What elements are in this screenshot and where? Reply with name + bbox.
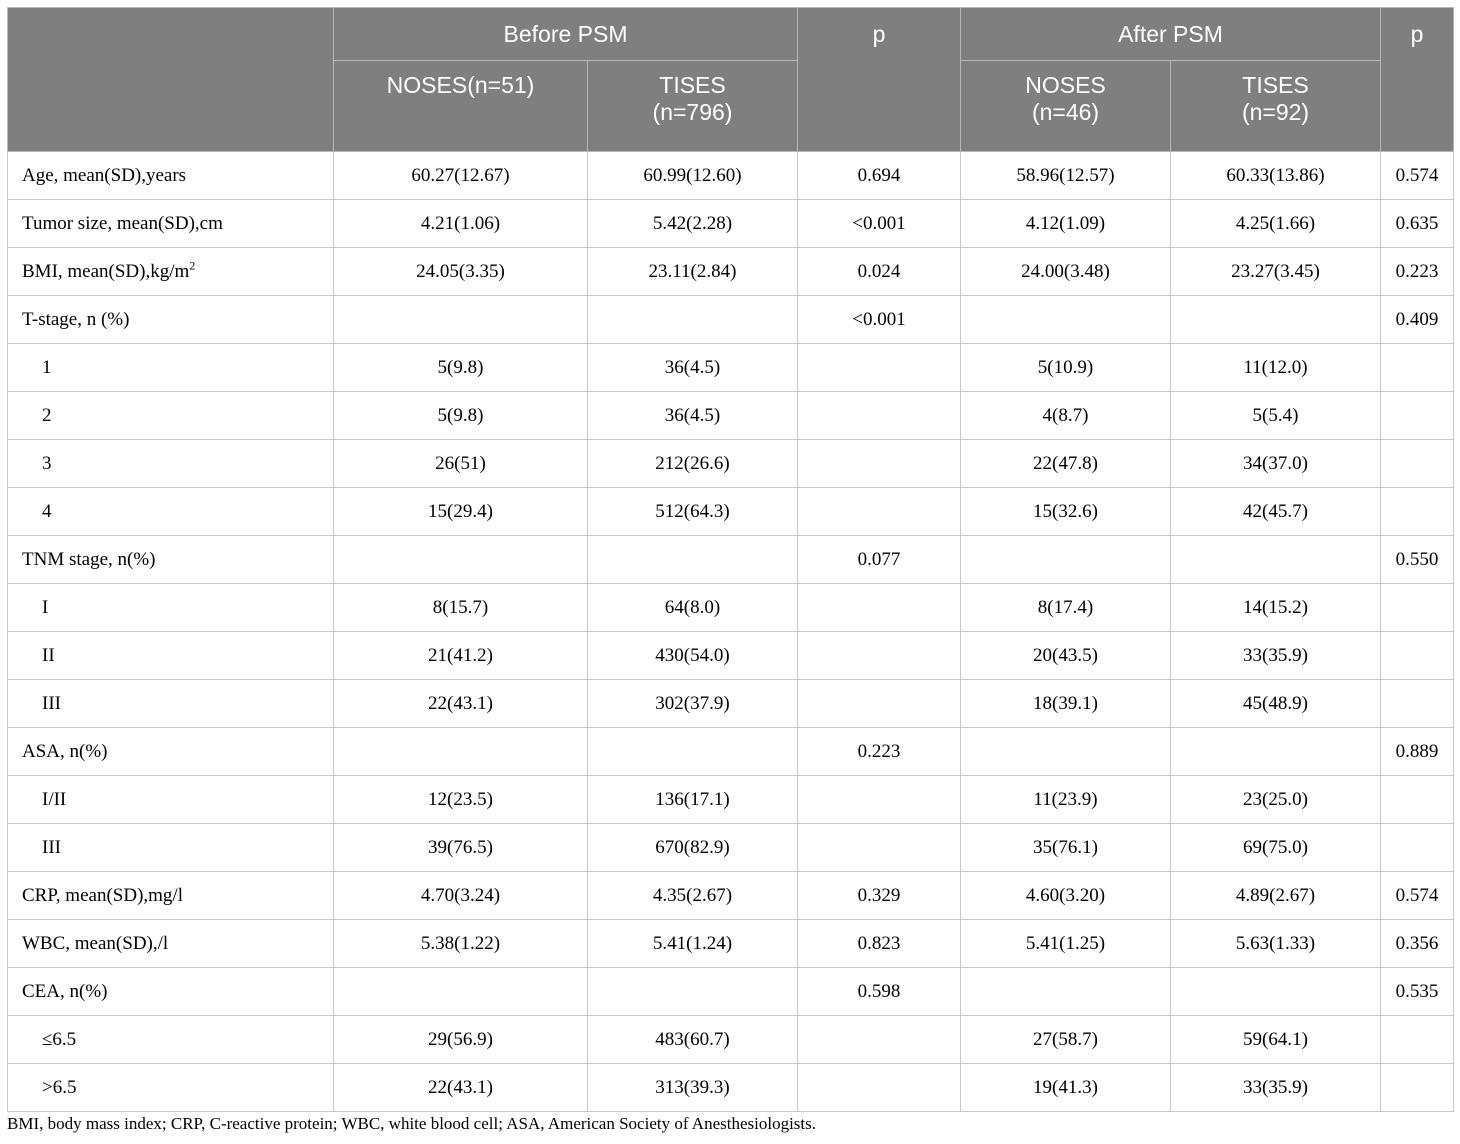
cell-before-tises: 36(4.5)	[588, 392, 798, 440]
header-blank	[8, 8, 334, 152]
comparison-table	[7, 7, 1454, 1112]
cell-p-after: 0.574	[1381, 872, 1454, 920]
row-label	[8, 1064, 334, 1112]
header-before-noses-text: NOSES(n=51)	[386, 72, 535, 98]
cell-before-noses: 39(76.5)	[334, 824, 588, 872]
cell-p-after	[1381, 1016, 1454, 1064]
row-label-text: II	[42, 644, 55, 666]
row-label-text: 4	[42, 500, 52, 522]
row-label-text: I	[42, 596, 49, 618]
cell-p-before: 0.077	[798, 536, 961, 584]
cell-p-after: 0.409	[1381, 296, 1454, 344]
cell-p-after	[1381, 344, 1454, 392]
header-after-noses-line1: NOSES	[1025, 72, 1106, 98]
row-label-text: III	[42, 692, 61, 714]
cell-after-tises: 23.27(3.45)	[1171, 248, 1381, 296]
cell-after-tises: 42(45.7)	[1171, 488, 1381, 536]
cell-p-after: 0.550	[1381, 536, 1454, 584]
table-row	[8, 200, 1454, 248]
cell-before-tises: 302(37.9)	[588, 680, 798, 728]
cell-before-tises: 136(17.1)	[588, 776, 798, 824]
cell-p-after: 0.889	[1381, 728, 1454, 776]
row-label	[8, 968, 334, 1016]
header-before-tises-line1: TISES	[659, 72, 726, 98]
cell-before-noses	[334, 968, 588, 1016]
table-row	[8, 296, 1454, 344]
cell-before-tises: 36(4.5)	[588, 344, 798, 392]
cell-before-noses: 4.70(3.24)	[334, 872, 588, 920]
footnote: BMI, body mass index; CRP, C-reactive protein; WBC, white blood cell; ASA, American Society of Anesthesiologists.	[7, 1114, 817, 1133]
cell-before-tises: 60.99(12.60)	[588, 152, 798, 200]
cell-after-tises: 69(75.0)	[1171, 824, 1381, 872]
table-row	[8, 248, 1454, 296]
row-label	[8, 440, 334, 488]
cell-before-noses: 21(41.2)	[334, 632, 588, 680]
row-label-text: I/II	[42, 788, 67, 810]
cell-p-after	[1381, 632, 1454, 680]
row-label-text: CEA, n(%)	[22, 980, 108, 1002]
table-row	[8, 440, 1454, 488]
table-row	[8, 488, 1454, 536]
cell-after-noses: 4(8.7)	[961, 392, 1171, 440]
row-label-text: 3	[42, 452, 52, 474]
row-label-text: CRP, mean(SD),mg/l	[22, 884, 183, 906]
cell-after-tises	[1171, 536, 1381, 584]
cell-before-tises: 430(54.0)	[588, 632, 798, 680]
row-label	[8, 344, 334, 392]
header-before-tises	[588, 61, 798, 152]
cell-p-before	[798, 824, 961, 872]
cell-before-noses: 5(9.8)	[334, 344, 588, 392]
table-container	[7, 7, 1453, 1112]
cell-after-noses: 4.60(3.20)	[961, 872, 1171, 920]
cell-p-after	[1381, 1064, 1454, 1112]
cell-after-tises: 45(48.9)	[1171, 680, 1381, 728]
row-label	[8, 392, 334, 440]
cell-after-tises: 4.89(2.67)	[1171, 872, 1381, 920]
row-label	[8, 536, 334, 584]
header-after-tises	[1171, 61, 1381, 152]
row-label-text: 1	[42, 356, 52, 378]
cell-before-tises: 23.11(2.84)	[588, 248, 798, 296]
cell-after-noses	[961, 728, 1171, 776]
cell-p-before: 0.823	[798, 920, 961, 968]
header-after-tises-line2: (n=92)	[1241, 99, 1310, 125]
cell-after-tises: 34(37.0)	[1171, 440, 1381, 488]
cell-before-noses: 15(29.4)	[334, 488, 588, 536]
cell-before-tises	[588, 296, 798, 344]
cell-before-tises	[588, 728, 798, 776]
cell-before-noses: 24.05(3.35)	[334, 248, 588, 296]
cell-p-before: <0.001	[798, 296, 961, 344]
cell-before-tises: 670(82.9)	[588, 824, 798, 872]
table-row	[8, 392, 1454, 440]
table-row	[8, 584, 1454, 632]
row-label	[8, 488, 334, 536]
table-header	[8, 8, 1454, 152]
cell-before-noses: 22(43.1)	[334, 680, 588, 728]
cell-after-tises: 33(35.9)	[1171, 632, 1381, 680]
cell-p-before	[798, 680, 961, 728]
table-row	[8, 728, 1454, 776]
cell-p-after	[1381, 680, 1454, 728]
row-label	[8, 200, 334, 248]
cell-after-noses	[961, 968, 1171, 1016]
cell-after-tises	[1171, 968, 1381, 1016]
cell-p-before: 0.223	[798, 728, 961, 776]
cell-after-noses: 5.41(1.25)	[961, 920, 1171, 968]
row-label-text: ≤6.5	[42, 1028, 77, 1050]
cell-after-noses: 4.12(1.09)	[961, 200, 1171, 248]
cell-after-noses	[961, 536, 1171, 584]
row-label-text: T-stage, n (%)	[22, 308, 130, 330]
cell-p-before: <0.001	[798, 200, 961, 248]
table-row	[8, 344, 1454, 392]
cell-p-after: 0.574	[1381, 152, 1454, 200]
cell-p-before: 0.598	[798, 968, 961, 1016]
table-row	[8, 152, 1454, 200]
cell-before-noses: 29(56.9)	[334, 1016, 588, 1064]
cell-after-tises	[1171, 296, 1381, 344]
cell-p-before	[798, 440, 961, 488]
header-before-tises-line2: (n=796)	[652, 99, 733, 125]
header-after-psm: After PSM	[961, 8, 1381, 61]
cell-p-before	[798, 1016, 961, 1064]
header-after-noses	[961, 61, 1171, 152]
cell-before-noses: 5.38(1.22)	[334, 920, 588, 968]
cell-before-tises	[588, 536, 798, 584]
cell-after-noses: 35(76.1)	[961, 824, 1171, 872]
header-before-noses	[334, 61, 588, 152]
row-label	[8, 728, 334, 776]
row-label-text: ASA, n(%)	[22, 740, 108, 762]
cell-before-noses: 60.27(12.67)	[334, 152, 588, 200]
table-row	[8, 968, 1454, 1016]
table-row	[8, 1016, 1454, 1064]
cell-before-noses	[334, 536, 588, 584]
row-label-text: Tumor size, mean(SD),cm	[22, 212, 223, 234]
cell-after-tises: 23(25.0)	[1171, 776, 1381, 824]
row-label-superscript: 2	[189, 258, 196, 273]
row-label-text: III	[42, 836, 61, 858]
cell-after-noses: 20(43.5)	[961, 632, 1171, 680]
table-row	[8, 824, 1454, 872]
header-before-psm: Before PSM	[334, 8, 798, 61]
cell-p-before	[798, 584, 961, 632]
row-label	[8, 680, 334, 728]
cell-after-noses: 15(32.6)	[961, 488, 1171, 536]
cell-p-after	[1381, 488, 1454, 536]
table-row	[8, 1064, 1454, 1112]
cell-before-tises: 512(64.3)	[588, 488, 798, 536]
row-label-text: BMI, mean(SD),kg/m	[22, 260, 190, 282]
row-label	[8, 776, 334, 824]
cell-p-before	[798, 632, 961, 680]
cell-after-noses: 18(39.1)	[961, 680, 1171, 728]
cell-before-tises: 483(60.7)	[588, 1016, 798, 1064]
row-label	[8, 824, 334, 872]
cell-after-tises: 33(35.9)	[1171, 1064, 1381, 1112]
row-label	[8, 872, 334, 920]
cell-p-after	[1381, 824, 1454, 872]
cell-before-noses: 8(15.7)	[334, 584, 588, 632]
cell-after-noses: 5(10.9)	[961, 344, 1171, 392]
cell-before-tises: 212(26.6)	[588, 440, 798, 488]
cell-before-tises: 4.35(2.67)	[588, 872, 798, 920]
row-label	[8, 920, 334, 968]
cell-after-noses: 8(17.4)	[961, 584, 1171, 632]
cell-after-noses	[961, 296, 1171, 344]
cell-p-before: 0.694	[798, 152, 961, 200]
row-label-text: TNM stage, n(%)	[22, 548, 156, 570]
cell-after-noses: 58.96(12.57)	[961, 152, 1171, 200]
cell-p-after: 0.635	[1381, 200, 1454, 248]
cell-before-noses: 22(43.1)	[334, 1064, 588, 1112]
cell-before-tises: 5.42(2.28)	[588, 200, 798, 248]
cell-p-after	[1381, 584, 1454, 632]
cell-p-before	[798, 1064, 961, 1112]
header-after-tises-line1: TISES	[1242, 72, 1309, 98]
cell-before-noses	[334, 728, 588, 776]
cell-before-noses: 4.21(1.06)	[334, 200, 588, 248]
cell-before-tises	[588, 968, 798, 1016]
cell-before-tises: 313(39.3)	[588, 1064, 798, 1112]
cell-p-after: 0.356	[1381, 920, 1454, 968]
cell-after-tises: 60.33(13.86)	[1171, 152, 1381, 200]
header-p-before: p	[798, 8, 961, 152]
table-body	[8, 152, 1454, 1112]
cell-p-after	[1381, 776, 1454, 824]
table-row	[8, 920, 1454, 968]
cell-p-after	[1381, 392, 1454, 440]
cell-before-noses	[334, 296, 588, 344]
row-label	[8, 296, 334, 344]
cell-p-after: 0.535	[1381, 968, 1454, 1016]
row-label	[8, 632, 334, 680]
cell-before-tises: 64(8.0)	[588, 584, 798, 632]
cell-before-noses: 26(51)	[334, 440, 588, 488]
table-row	[8, 680, 1454, 728]
cell-after-tises: 14(15.2)	[1171, 584, 1381, 632]
cell-p-before	[798, 776, 961, 824]
row-label-text: Age, mean(SD),years	[22, 164, 187, 186]
cell-p-before	[798, 344, 961, 392]
cell-p-after	[1381, 440, 1454, 488]
cell-before-noses: 5(9.8)	[334, 392, 588, 440]
cell-before-noses: 12(23.5)	[334, 776, 588, 824]
row-label	[8, 152, 334, 200]
cell-after-tises: 5(5.4)	[1171, 392, 1381, 440]
cell-after-tises: 5.63(1.33)	[1171, 920, 1381, 968]
row-label	[8, 248, 334, 296]
header-p-after: p	[1381, 8, 1454, 152]
header-after-noses-line2: (n=46)	[1031, 99, 1100, 125]
table-row	[8, 632, 1454, 680]
row-label	[8, 584, 334, 632]
table-row	[8, 872, 1454, 920]
row-label	[8, 1016, 334, 1064]
cell-p-before	[798, 488, 961, 536]
cell-after-noses: 22(47.8)	[961, 440, 1171, 488]
row-label-text: >6.5	[42, 1076, 77, 1098]
row-label-text: WBC, mean(SD),/l	[22, 932, 169, 954]
cell-after-noses: 11(23.9)	[961, 776, 1171, 824]
table-row	[8, 536, 1454, 584]
table-row	[8, 776, 1454, 824]
cell-before-tises: 5.41(1.24)	[588, 920, 798, 968]
cell-after-noses: 27(58.7)	[961, 1016, 1171, 1064]
row-label-text: 2	[42, 404, 52, 426]
cell-after-noses: 19(41.3)	[961, 1064, 1171, 1112]
cell-p-before	[798, 392, 961, 440]
cell-p-before: 0.024	[798, 248, 961, 296]
cell-after-tises	[1171, 728, 1381, 776]
cell-after-tises: 4.25(1.66)	[1171, 200, 1381, 248]
cell-after-noses: 24.00(3.48)	[961, 248, 1171, 296]
cell-p-before: 0.329	[798, 872, 961, 920]
cell-after-tises: 59(64.1)	[1171, 1016, 1381, 1064]
cell-after-tises: 11(12.0)	[1171, 344, 1381, 392]
cell-p-after: 0.223	[1381, 248, 1454, 296]
